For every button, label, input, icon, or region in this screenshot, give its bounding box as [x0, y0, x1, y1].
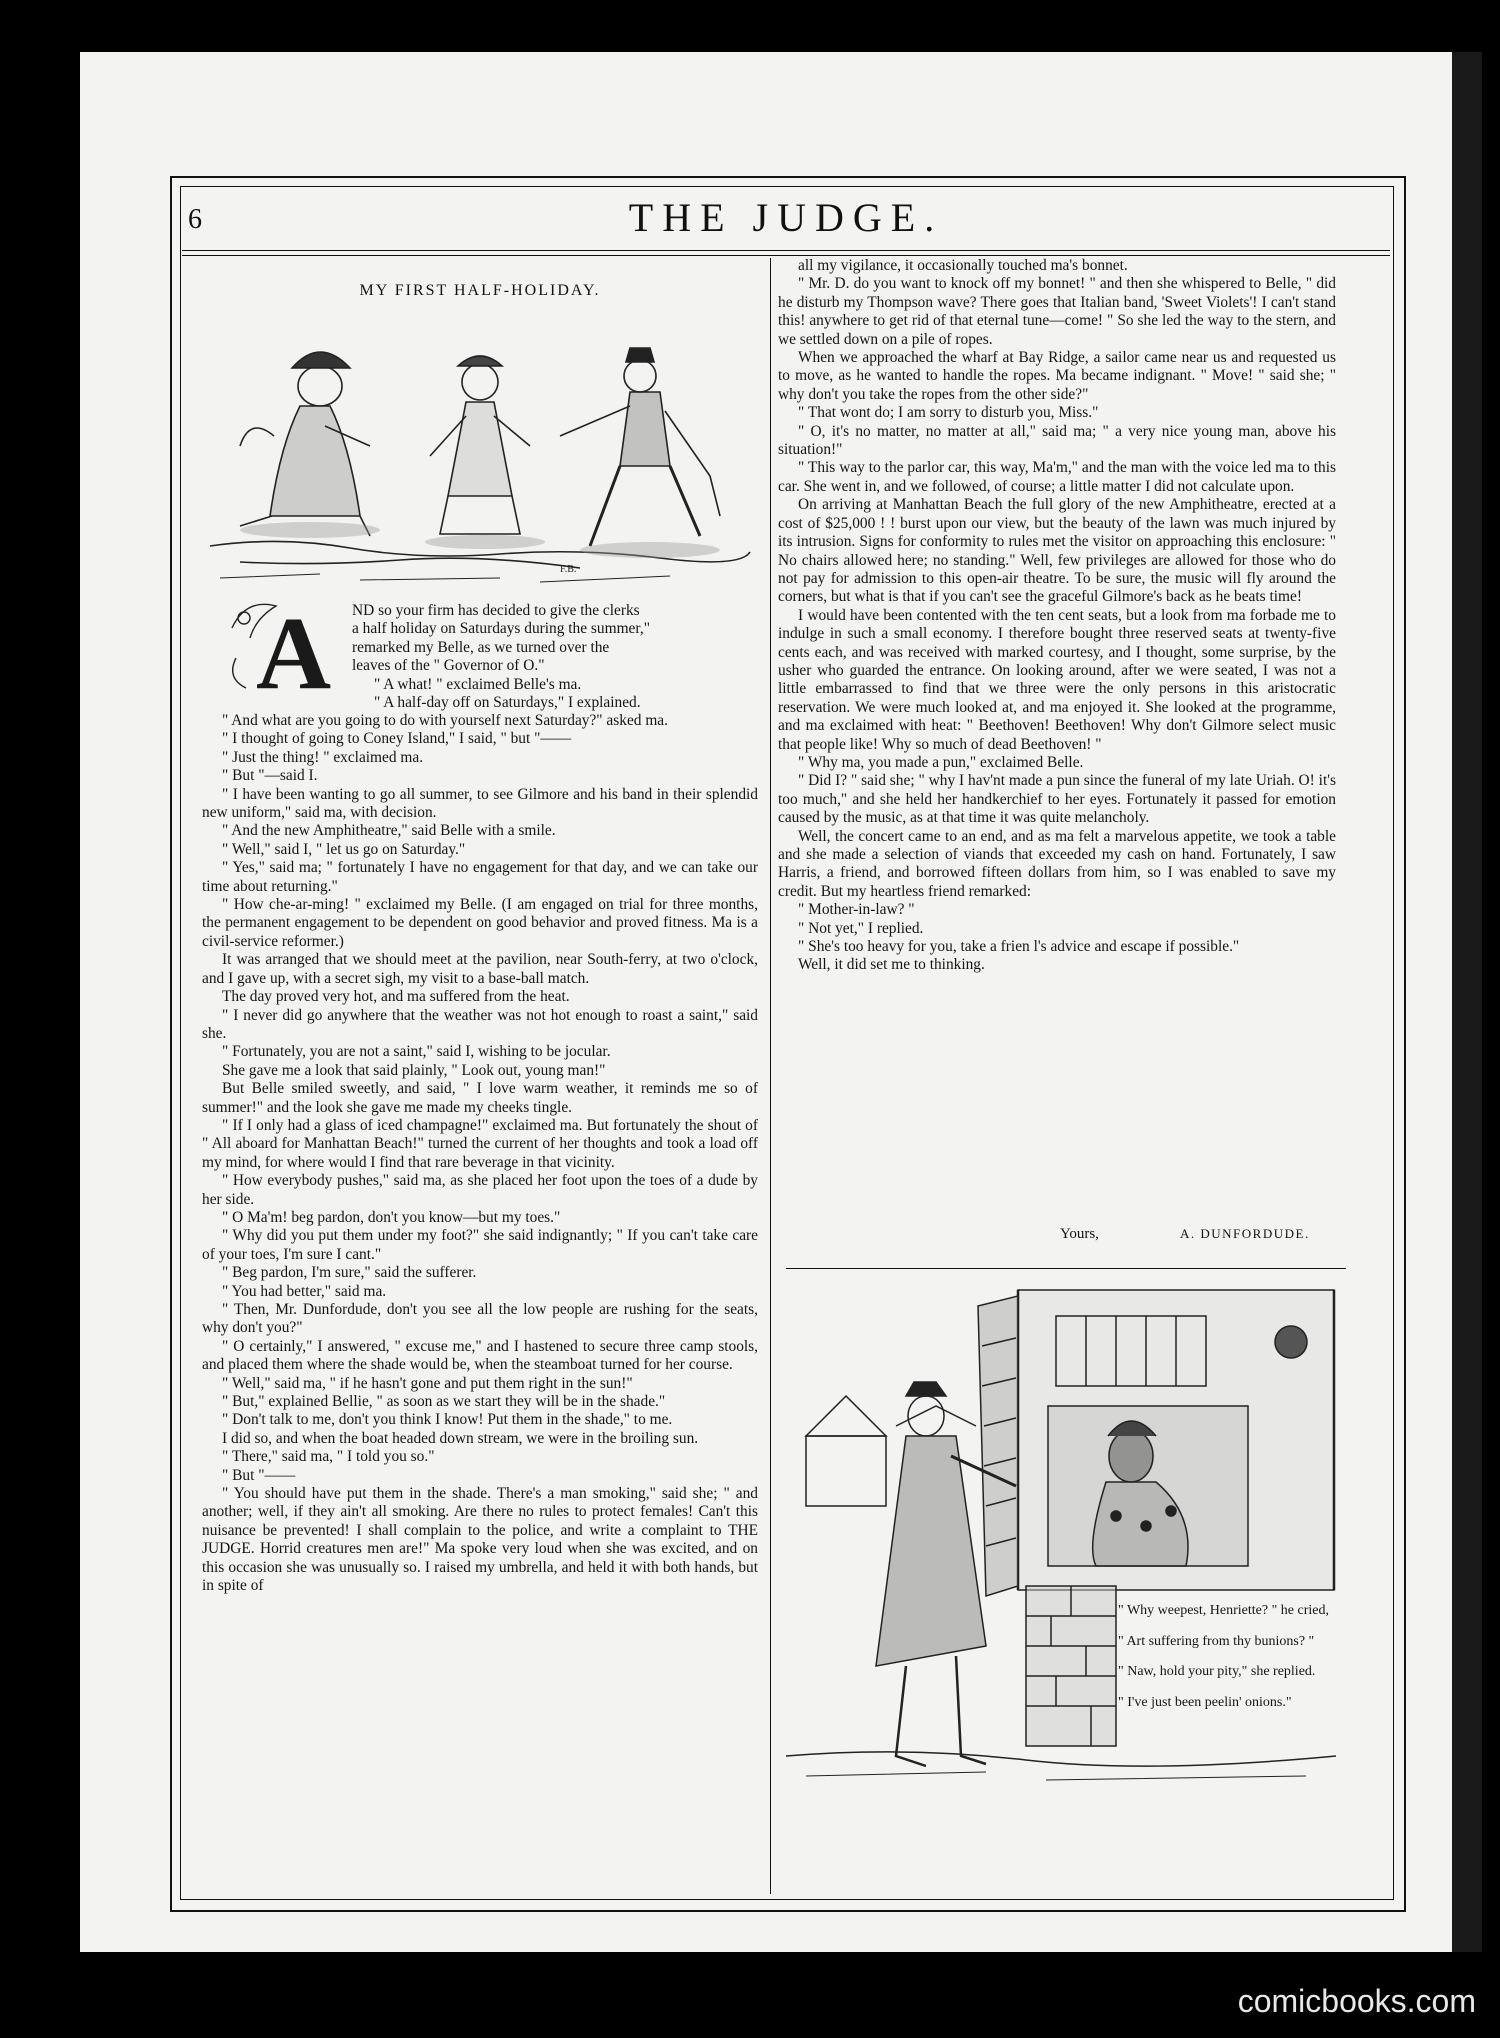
masthead-rule: [182, 250, 1390, 251]
opening-line: ND so your firm has decided to give the clerks: [352, 602, 640, 619]
paragraph: " Mr. D. do you want to knock off my bonnet! " and then she whispered to Belle, " did he disturb my Thompson wave? There goes that Italian band, 'Sweet Violets'! I can't stand this! anywhere to get rid of that eternal tune—come! " So she led the way to the stern, and we settled down on a pile of ropes.: [778, 275, 1336, 348]
paragraph: " Yes," said ma; " fortunately I have no engagement for that day, and we can take our time about returning.": [202, 859, 758, 895]
paragraph: " Just the thing! " exclaimed ma.: [222, 748, 424, 766]
illustration-signature: F.B.: [560, 564, 577, 575]
paragraph: I would have been contented with the ten cent seats, but a look from ma forbade me to indulge in such a small economy. I therefore bought three reserved seats at twenty-five cents each, and was received with marked courtesy, and I thought, some surprise, by the usher who guarded the entrance. On looking around, after we were seated, I was not a little embarrassed to find that we three were the only persons in this aristocratic reservation. We were much looked at, and ma enjoyed it. She looked at the programme, and ma exclaimed with heat: " Beethoven! Beethoven! Why don't Gilmore select music that people like! Why so much of dead Beethoven! ": [778, 606, 1336, 753]
paragraph: " Mother-in-law? ": [798, 901, 915, 919]
paragraph: " But," explained Bellie, " as soon as we start they will be in the shade.": [222, 1393, 666, 1411]
opening-line: leaves of the " Governor of O.": [352, 657, 545, 675]
article-author: A. DUNFORDUDE.: [1180, 1226, 1310, 1241]
opening-line: remarked my Belle, as we turned over the: [352, 638, 610, 656]
paragraph: " Did I? " said she; " why I hav'nt made a pun since the funeral of my late Uriah. O! it's too much," and she held her handkerchief to her eyes. Fortunately it passed for emotion caused by the music, as at that time it was quite melancholy.: [778, 772, 1336, 827]
paragraph: " She's too heavy for you, take a frien l's advice and escape if possible.": [798, 938, 1240, 956]
paragraph: But Belle smiled sweetly, and said, " I love warm weather, it reminds me so of summer!" and the look she gave me made my cheeks tingle.: [202, 1080, 758, 1116]
column-divider: [770, 258, 771, 1894]
opening-line: a half holiday on Saturdays during the summer,": [352, 620, 651, 638]
paragraph: " O Ma'm! beg pardon, don't you know—but my toes.": [222, 1208, 561, 1226]
paragraph: " Well," said ma, " if he hasn't gone and put them right in the sun!": [222, 1374, 633, 1392]
paragraph: She gave me a look that said plainly, " Look out, young man!": [222, 1061, 606, 1079]
caption-line: " I've just been peelin' onions.": [1118, 1694, 1292, 1710]
paragraph: " There," said ma, " I told you so.": [222, 1448, 435, 1466]
paragraph: " And the new Amphitheatre," said Belle with a smile.: [222, 822, 556, 840]
paragraph: " Beg pardon, I'm sure," said the sufferer.: [222, 1264, 477, 1282]
dropcap-letter: A: [256, 596, 332, 698]
paragraph: I did so, and when the boat headed down stream, we were in the broiling sun.: [222, 1429, 699, 1447]
paragraph: " I never did go anywhere that the weather was not hot enough to roast a saint," said she.: [202, 1006, 758, 1042]
paragraph: " Not yet," I replied.: [798, 919, 924, 937]
article-closing: Yours,: [1060, 1226, 1099, 1242]
paragraph: " If I only had a glass of iced champagne!" exclaimed ma. But fortunately the shout of " All aboard for Manhattan Beach!" turned the current of her thoughts and took a load off my mind, for where would I find that rare beverage in that vicinity.: [202, 1116, 758, 1171]
paragraph: It was arranged that we should meet at the pavilion, near South-ferry, at two o'clock, and I gave up, with a secret sigh, my visit to a base-ball match.: [202, 951, 758, 987]
paragraph: Well, it did set me to thinking.: [798, 956, 985, 974]
masthead: THE JUDGE.: [628, 195, 944, 240]
caption-line: " Art suffering from thy bunions? ": [1118, 1633, 1315, 1649]
caption-line: " Why weepest, Henriette? " he cried,: [1118, 1603, 1329, 1618]
paragraph: On arriving at Manhattan Beach the full glory of the new Amphitheatre, erected at a cost of $25,000 ! ! burst upon our view, but the beauty of the lawn was much injured by its intrusion. Signs for conformity to rules met the visitor on approaching this enclosure: " No chairs allowed here; no standing." Well, few privileges are allowed for those who do not pay for admission to this open-air theatre. To be sure, the music will fly around the corners, but what is that if you can't see the graceful Gilmore's back as he beats time!: [778, 496, 1336, 606]
paragraph: " I have been wanting to go all summer, to see Gilmore and his band in their splendid new uniform," said ma, with decision.: [202, 785, 758, 822]
paragraph: " Why did you put them under my foot?" she said indignantly; " If you can't take care of your toes, I'm sure I cant.": [202, 1227, 758, 1263]
article-opening: [352, 602, 760, 712]
paragraph: " You had better," said ma.: [222, 1282, 387, 1300]
paragraph: " But "—said I.: [222, 767, 318, 785]
dropcap-ornament: [226, 588, 342, 698]
article-column-1: [202, 712, 758, 1596]
paragraph: Well, the concert came to an end, and as ma felt a marvelous appetite, we took a table and she made a selection of viands that exceeded my cash on hand. Fortunately, I saw Harris, a friend, and borrowed fifteen dollars from him, so I was enabled to save my credit. But my heartless friend remarked:: [778, 827, 1336, 900]
paragraph: " How everybody pushes," said ma, as she placed her foot upon the toes of a dude by her side.: [202, 1172, 758, 1208]
paragraph: " How che-ar-ming! " exclaimed my Belle. (I am engaged on trial for three months, the permanent engagement to be dependent on good behavior and proved fitness. Ma is a civil-service reformer.): [202, 896, 758, 950]
paragraph: " O, it's no matter, no matter at all," said ma; " a very nice young man, above his situation!": [778, 422, 1336, 459]
paragraph: " But "——: [222, 1466, 296, 1484]
illustration-three-figures: [200, 316, 760, 588]
paragraph: all my vigilance, it occasionally touched ma's bonnet.: [798, 257, 1128, 274]
watermark: comicbooks.com: [1237, 1983, 1476, 2019]
masthead-rule-2: [182, 255, 1390, 256]
paragraph: " Well," said I, " let us go on Saturday.": [222, 840, 466, 858]
section-rule: [786, 1268, 1346, 1269]
paragraph: " And what are you going to do with yourself next Saturday?" asked ma.: [222, 712, 668, 729]
caption-line: " Naw, hold your pity," she replied.: [1118, 1664, 1316, 1679]
paragraph: The day proved very hot, and ma suffered from the heat.: [222, 988, 570, 1006]
paragraph: " Why ma, you made a pun," exclaimed Belle.: [798, 753, 1084, 771]
article-title: MY FIRST HALF-HOLIDAY.: [359, 282, 601, 299]
opening-line: " A what! " exclaimed Belle's ma.: [374, 675, 582, 693]
paragraph: " Then, Mr. Dunfordude, don't you see all the low people are rushing for the seats, why don't you?": [202, 1301, 758, 1337]
page-edge: [1452, 52, 1482, 1952]
paragraph: " Fortunately, you are not a saint," said I, wishing to be jocular.: [222, 1043, 611, 1061]
paragraph: " This way to the parlor car, this way, Ma'm," and the man with the voice led ma to this car. She went in, and we followed, of course; a little matter I did not calculate upon.: [778, 459, 1336, 495]
cartoon-caption: [1118, 1602, 1350, 1724]
page-number: 6: [188, 204, 202, 235]
paragraph: " I thought of going to Coney Island," I said, " but "——: [222, 730, 572, 748]
paragraph: " That wont do; I am sorry to disturb you, Miss.": [798, 404, 1099, 422]
paragraph: " You should have put them in the shade. There's a man smoking," said she; " and another; well, if they ain't all smoking. Are there no rules to protect females! Can't this nuisance be prevented! I shall complain to the police, and write a complaint to THE JUDGE. Horrid creatures men are!" Ma spoke very loud when she was excited, and on this occasion she was unusually so. I raised my umbrella, and held it with both hands, but in spite of: [202, 1485, 758, 1595]
paragraph: " Don't talk to me, don't you think I know! Put them in the shade," to me.: [222, 1411, 673, 1429]
article-column-2: [778, 257, 1336, 975]
paragraph: " O certainly," I answered, " excuse me," and I hastened to secure three camp stools, and placed them where the shade would be, when the steamboat turned for her course.: [202, 1337, 758, 1374]
opening-line: " A half-day off on Saturdays," I explained.: [374, 694, 641, 712]
paragraph: When we approached the wharf at Bay Ridge, a sailor came near us and requested us to move, as he wanted to handle the ropes. Ma became indignant. " Move! " said she; " why don't you take the ropes from the other side?": [778, 349, 1336, 403]
